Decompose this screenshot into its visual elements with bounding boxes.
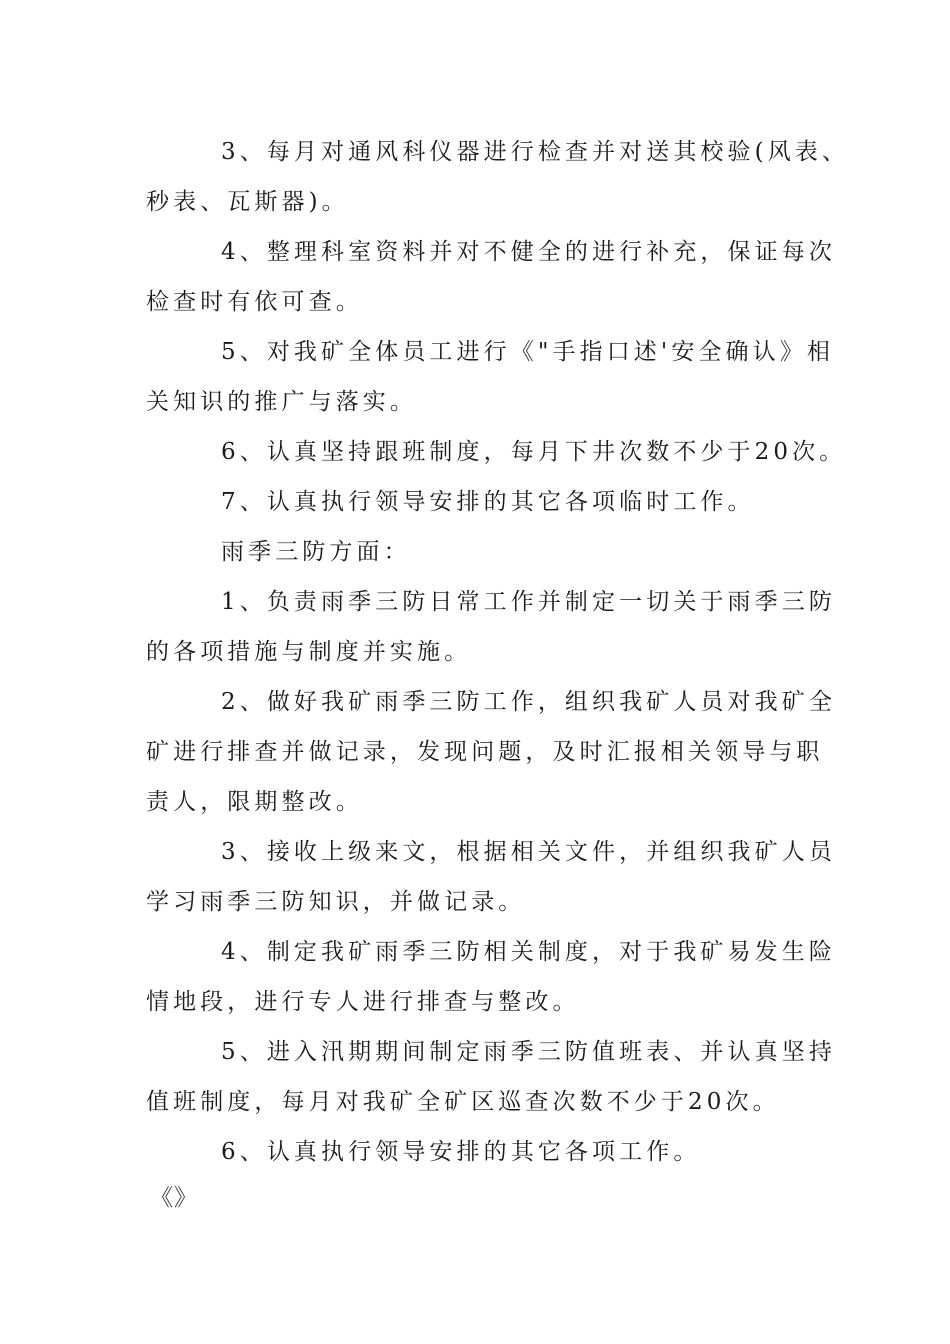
- paragraph-line: 秒表、瓦斯器)。: [146, 189, 349, 215]
- paragraph-line: 矿进行排查并做记录，发现问题，及时汇报相关领导与职: [146, 739, 824, 765]
- paragraph-line: 3、接收上级来文，根据相关文件，并组织我矿人员: [221, 839, 836, 865]
- paragraph-line: 5、进入汛期期间制定雨季三防值班表、并认真坚持: [221, 1039, 836, 1065]
- paragraph-line: 5、对我矿全体员工进行《"手指口述'安全确认》相: [221, 339, 834, 365]
- paragraph-line: 4、整理科室资料并对不健全的进行补充，保证每次: [221, 239, 836, 265]
- paragraph-line: 2、做好我矿雨季三防工作，组织我矿人员对我矿全: [221, 689, 836, 715]
- paragraph-line: 检查时有依可查。: [146, 289, 363, 315]
- paragraph-line: 的各项措施与制度并实施。: [146, 639, 472, 665]
- paragraph-line: 4、制定我矿雨季三防相关制度，对于我矿易发生险: [221, 939, 836, 965]
- paragraph-line: 3、每月对通风科仪器进行检查并对送其校验(风表、: [221, 139, 850, 165]
- paragraph-line: 学习雨季三防知识，并做记录。: [146, 889, 526, 915]
- paragraph-line: 6、认真坚持跟班制度，每月下井次数不少于20次。: [221, 439, 847, 465]
- paragraph-line: 责人，限期整改。: [146, 789, 363, 815]
- paragraph-line: 值班制度，每月对我矿全矿区巡查次数不少于20次。: [146, 1089, 780, 1115]
- footer-mark: 《》: [150, 1185, 198, 1211]
- paragraph-line: 情地段，进行专人进行排查与整改。: [146, 989, 580, 1015]
- paragraph-line: 7、认真执行领导安排的其它各项临时工作。: [221, 489, 755, 515]
- paragraph-line: 1、负责雨季三防日常工作并制定一切关于雨季三防: [221, 589, 836, 615]
- section-heading: 雨季三防方面：: [221, 539, 411, 565]
- paragraph-line: 6、认真执行领导安排的其它各项工作。: [221, 1139, 701, 1165]
- paragraph-line: 关知识的推广与落实。: [146, 389, 417, 415]
